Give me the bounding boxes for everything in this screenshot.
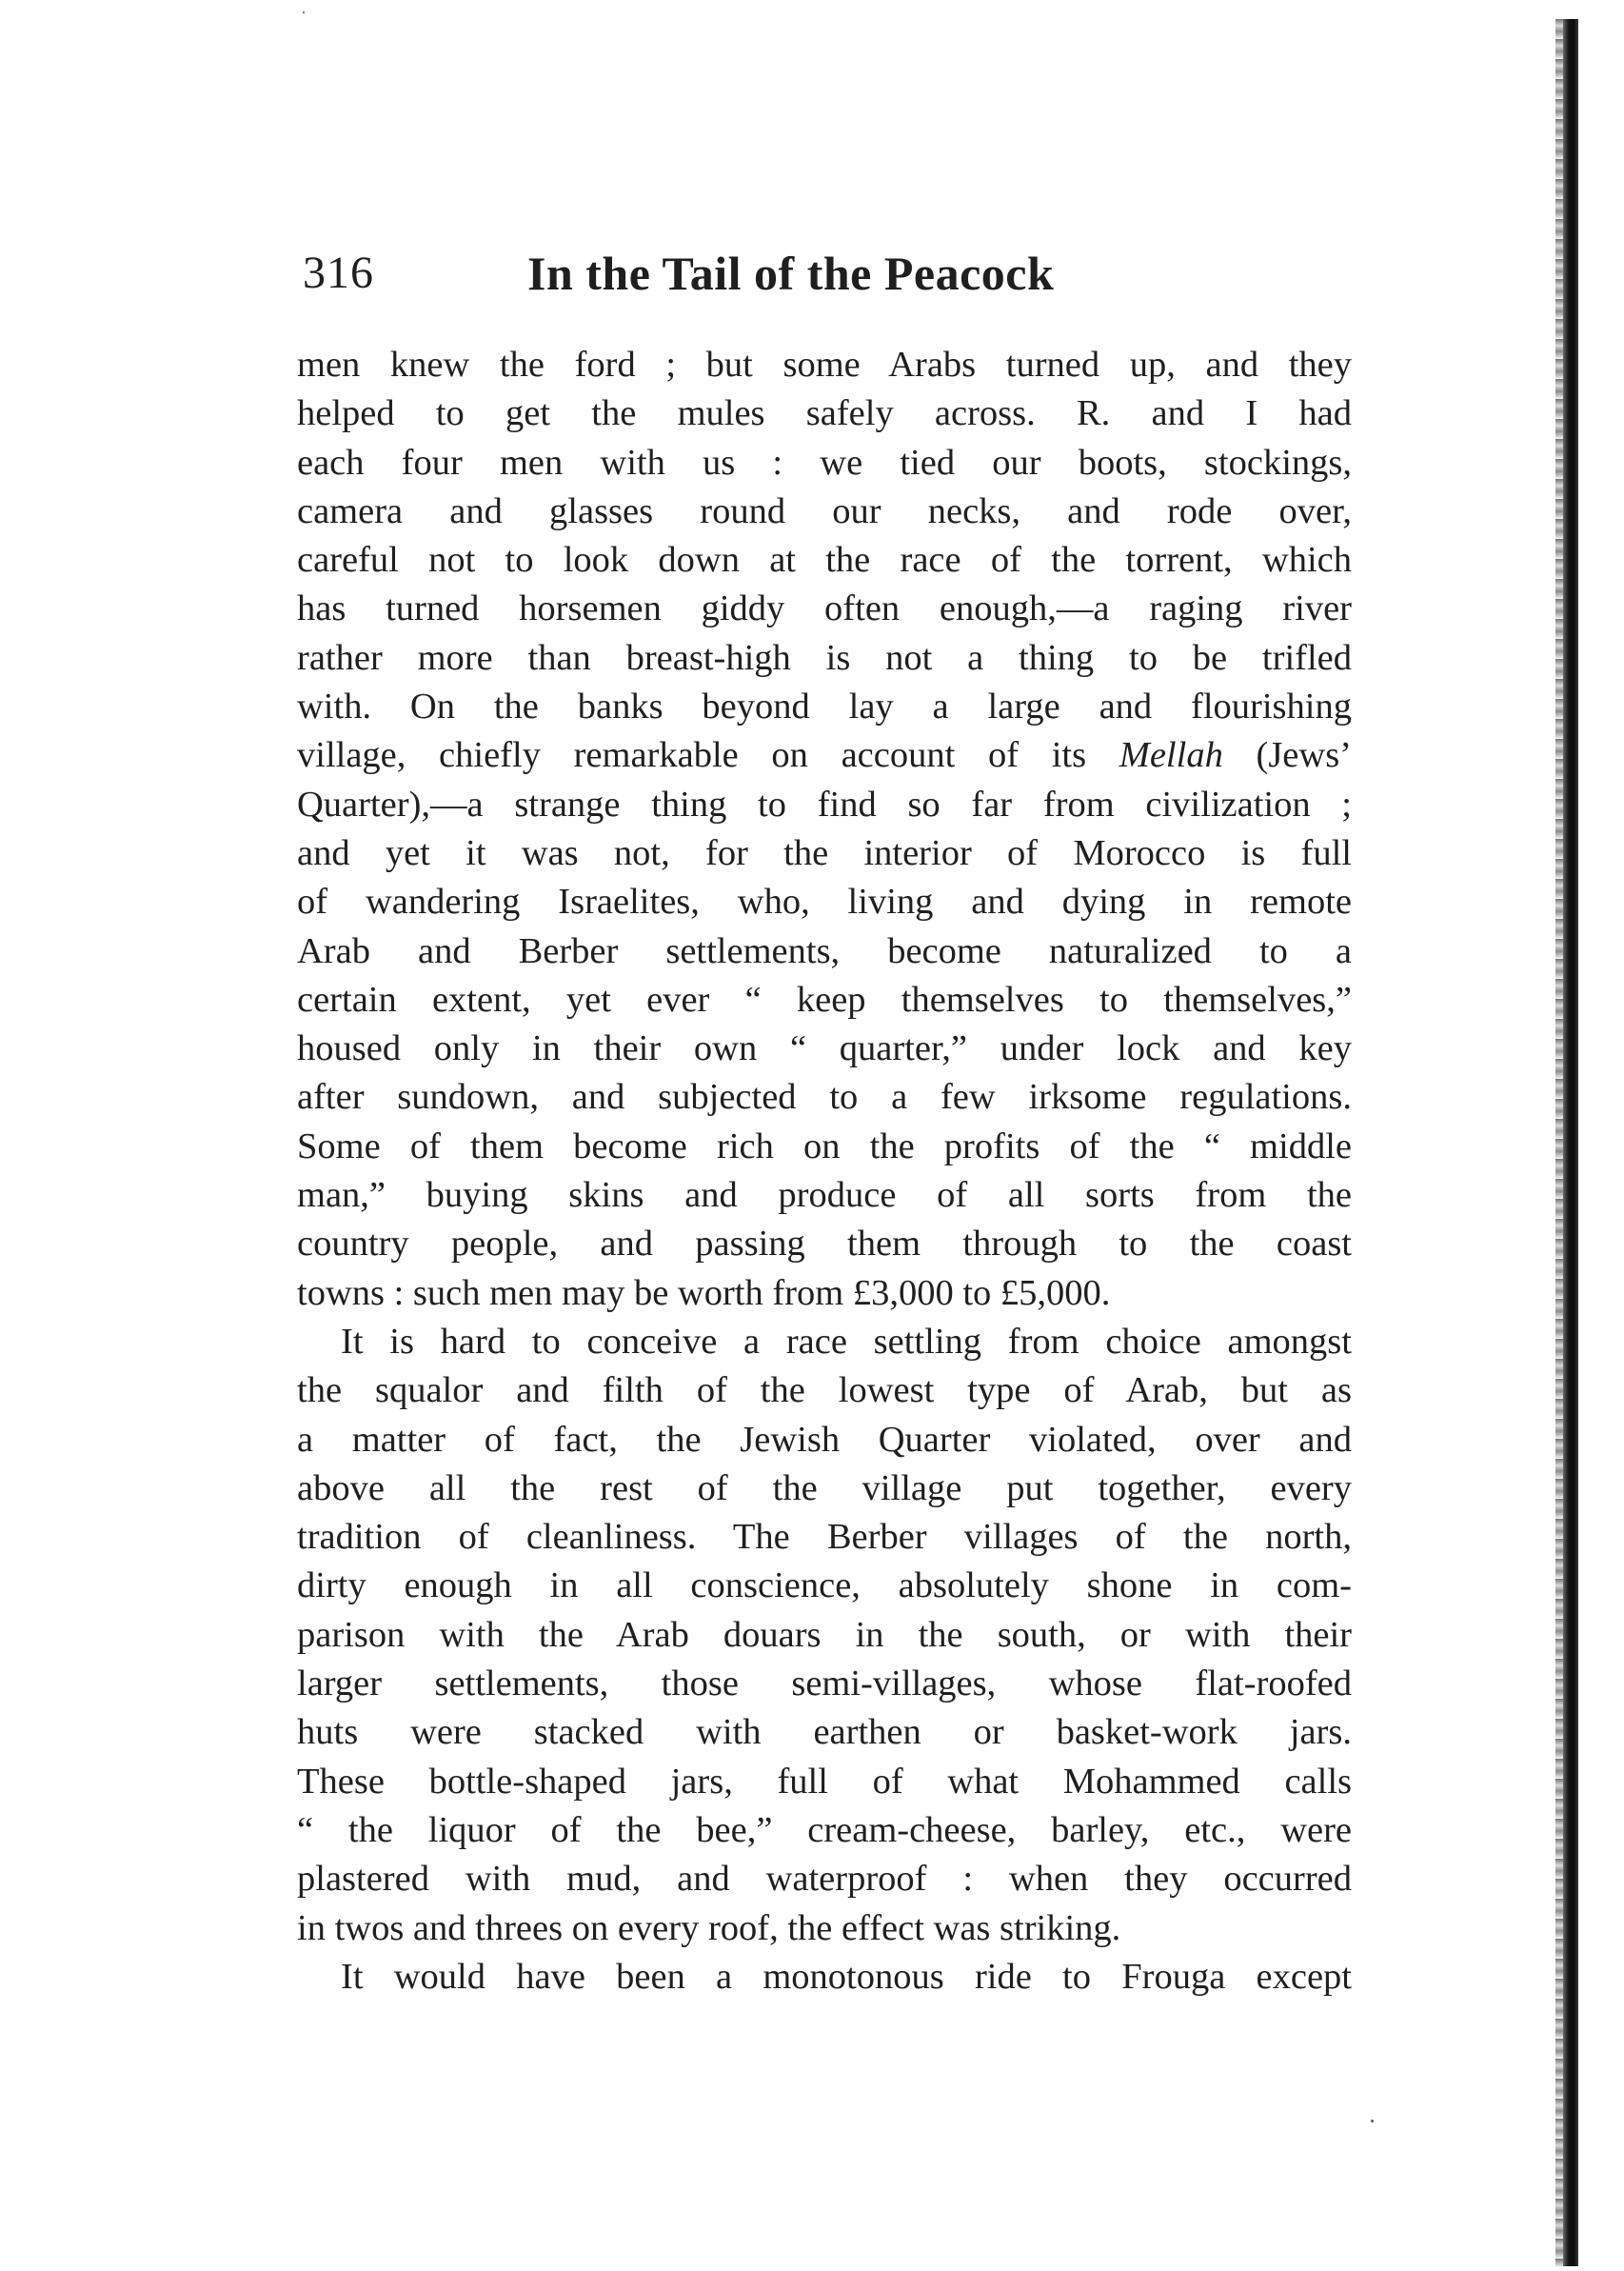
text-line: country people, and passing them through to the coast <box>297 1224 1352 1265</box>
text-line: in twos and threes on every roof, the effect was striking. <box>297 1907 1121 1948</box>
text-line: of wandering Israelites, who, living and dying in remote <box>297 882 1352 923</box>
page-header <box>303 240 1359 307</box>
text-fragment: village, chiefly remarkable on account of its <box>297 735 1119 776</box>
running-title: In the Tail of the Peacock <box>527 247 1055 300</box>
text-line: plastered with mud, and waterproof : when they occurred <box>297 1859 1352 1900</box>
text-line: after sundown, and subjected to a few irksome regulations. <box>297 1077 1352 1118</box>
text-line: each four men with us : we tied our boots, stockings, <box>297 442 1352 483</box>
text-line: men knew the ford ; but some Arabs turned up, and they <box>297 345 1352 385</box>
text-line: certain extent, yet ever “ keep themselves to themselves,” <box>297 979 1352 1020</box>
text-line: These bottle-shaped jars, full of what Mohammed calls <box>297 1761 1352 1802</box>
binding-band <box>1563 19 1578 2266</box>
text-line: camera and glasses round our necks, and rode over, <box>297 490 1352 531</box>
text-line: larger settlements, those semi-villages, whose flat-roofed <box>297 1663 1352 1704</box>
text-line: huts were stacked with earthen or basket-work jars. <box>297 1712 1352 1753</box>
ink-speck <box>1371 2120 1374 2122</box>
text-line: parison with the Arab douars in the south, or with their <box>297 1614 1352 1655</box>
text-line: Quarter),—a strange thing to find so far from civilization ; <box>297 784 1352 825</box>
text-line: rather more than breast-high is not a thing to be trifled <box>297 637 1352 678</box>
italic-term-mellah: Mellah <box>1119 735 1223 776</box>
text-line: helped to get the mules safely across. R. and I had <box>297 393 1352 434</box>
text-line: Arab and Berber settlements, become naturalized to a <box>297 930 1352 971</box>
text-line: towns : such men may be worth from £3,000 to £5,000. <box>297 1272 1111 1313</box>
page-number: 316 <box>303 248 374 298</box>
text-line: with. On the banks beyond lay a large and flourishing <box>297 687 1352 727</box>
text-line: tradition of cleanliness. The Berber villages of the north, <box>297 1517 1352 1558</box>
paragraph-first-line: It is hard to conceive a race settling from choice amongst <box>341 1321 1352 1362</box>
body-text <box>297 341 1352 2002</box>
text-line: the squalor and filth of the lowest type of Arab, but as <box>297 1370 1352 1411</box>
text-line-with-italic <box>297 731 1352 780</box>
text-line: housed only in their own “ quarter,” under lock and key <box>297 1028 1352 1069</box>
binding-shadow <box>1554 19 1582 2266</box>
ink-speck <box>303 11 305 13</box>
text-line: Some of them become rich on the profits of the “ middle <box>297 1126 1352 1166</box>
text-line: has turned horsemen giddy often enough,—a raging river <box>297 588 1352 629</box>
text-fragment: (Jews’ <box>1222 735 1352 776</box>
text-line: “ the liquor of the bee,” cream-cheese, barley, etc., were <box>297 1809 1352 1850</box>
paragraph-first-line: It would have been a monotonous ride to Frouga except <box>341 1956 1352 1997</box>
text-line: dirty enough in all conscience, absolutely shone in com- <box>297 1565 1352 1606</box>
text-line: careful not to look down at the race of the torrent, which <box>297 540 1352 581</box>
text-line: a matter of fact, the Jewish Quarter violated, over and <box>297 1419 1352 1460</box>
text-line: and yet it was not, for the interior of Morocco is full <box>297 832 1352 873</box>
text-line: man,” buying skins and produce of all sorts from the <box>297 1175 1352 1216</box>
text-line: above all the rest of the village put together, every <box>297 1467 1352 1508</box>
